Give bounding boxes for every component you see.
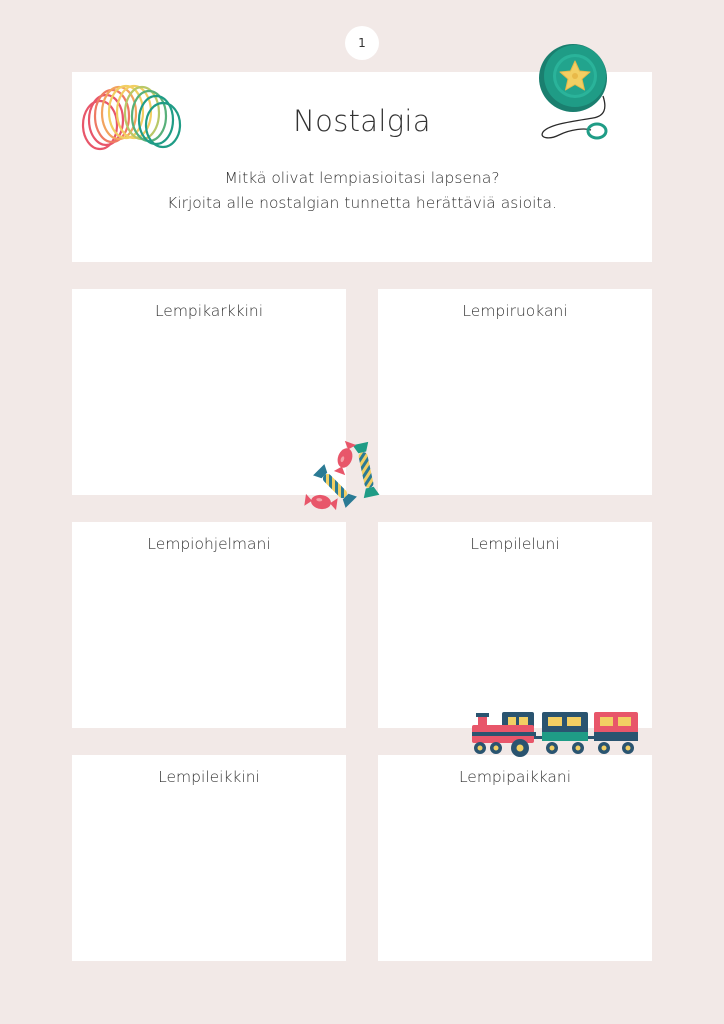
favorite-toy-box[interactable]	[378, 522, 652, 728]
favorite-show-box[interactable]	[72, 522, 346, 728]
subtitle-line-2: Kirjoita alle nostalgian tunnetta herättäviä asioita.	[167, 194, 557, 212]
box-label-game: Lempileikkini	[158, 768, 260, 786]
page-subtitle	[72, 166, 652, 216]
candy-icon	[300, 438, 384, 514]
box-label-candy: Lempikarkkini	[154, 302, 264, 320]
slinky-icon	[78, 80, 188, 158]
box-label-place: Lempipaikkani	[458, 768, 572, 786]
box-label-show: Lempiohjelmani	[147, 535, 271, 553]
box-label-toy: Lempileluni	[470, 535, 560, 553]
subtitle-line-1: Mitkä olivat lempiasioitasi lapsena?	[224, 169, 500, 187]
favorite-game-box[interactable]	[72, 755, 346, 961]
page-title: Nostalgia	[293, 104, 431, 138]
toy-train-icon	[468, 708, 642, 758]
favorite-place-box[interactable]	[378, 755, 652, 961]
page-number: 1	[345, 26, 379, 60]
box-label-food: Lempiruokani	[462, 302, 568, 320]
favorite-food-box[interactable]	[378, 289, 652, 495]
yoyo-icon	[535, 44, 625, 144]
